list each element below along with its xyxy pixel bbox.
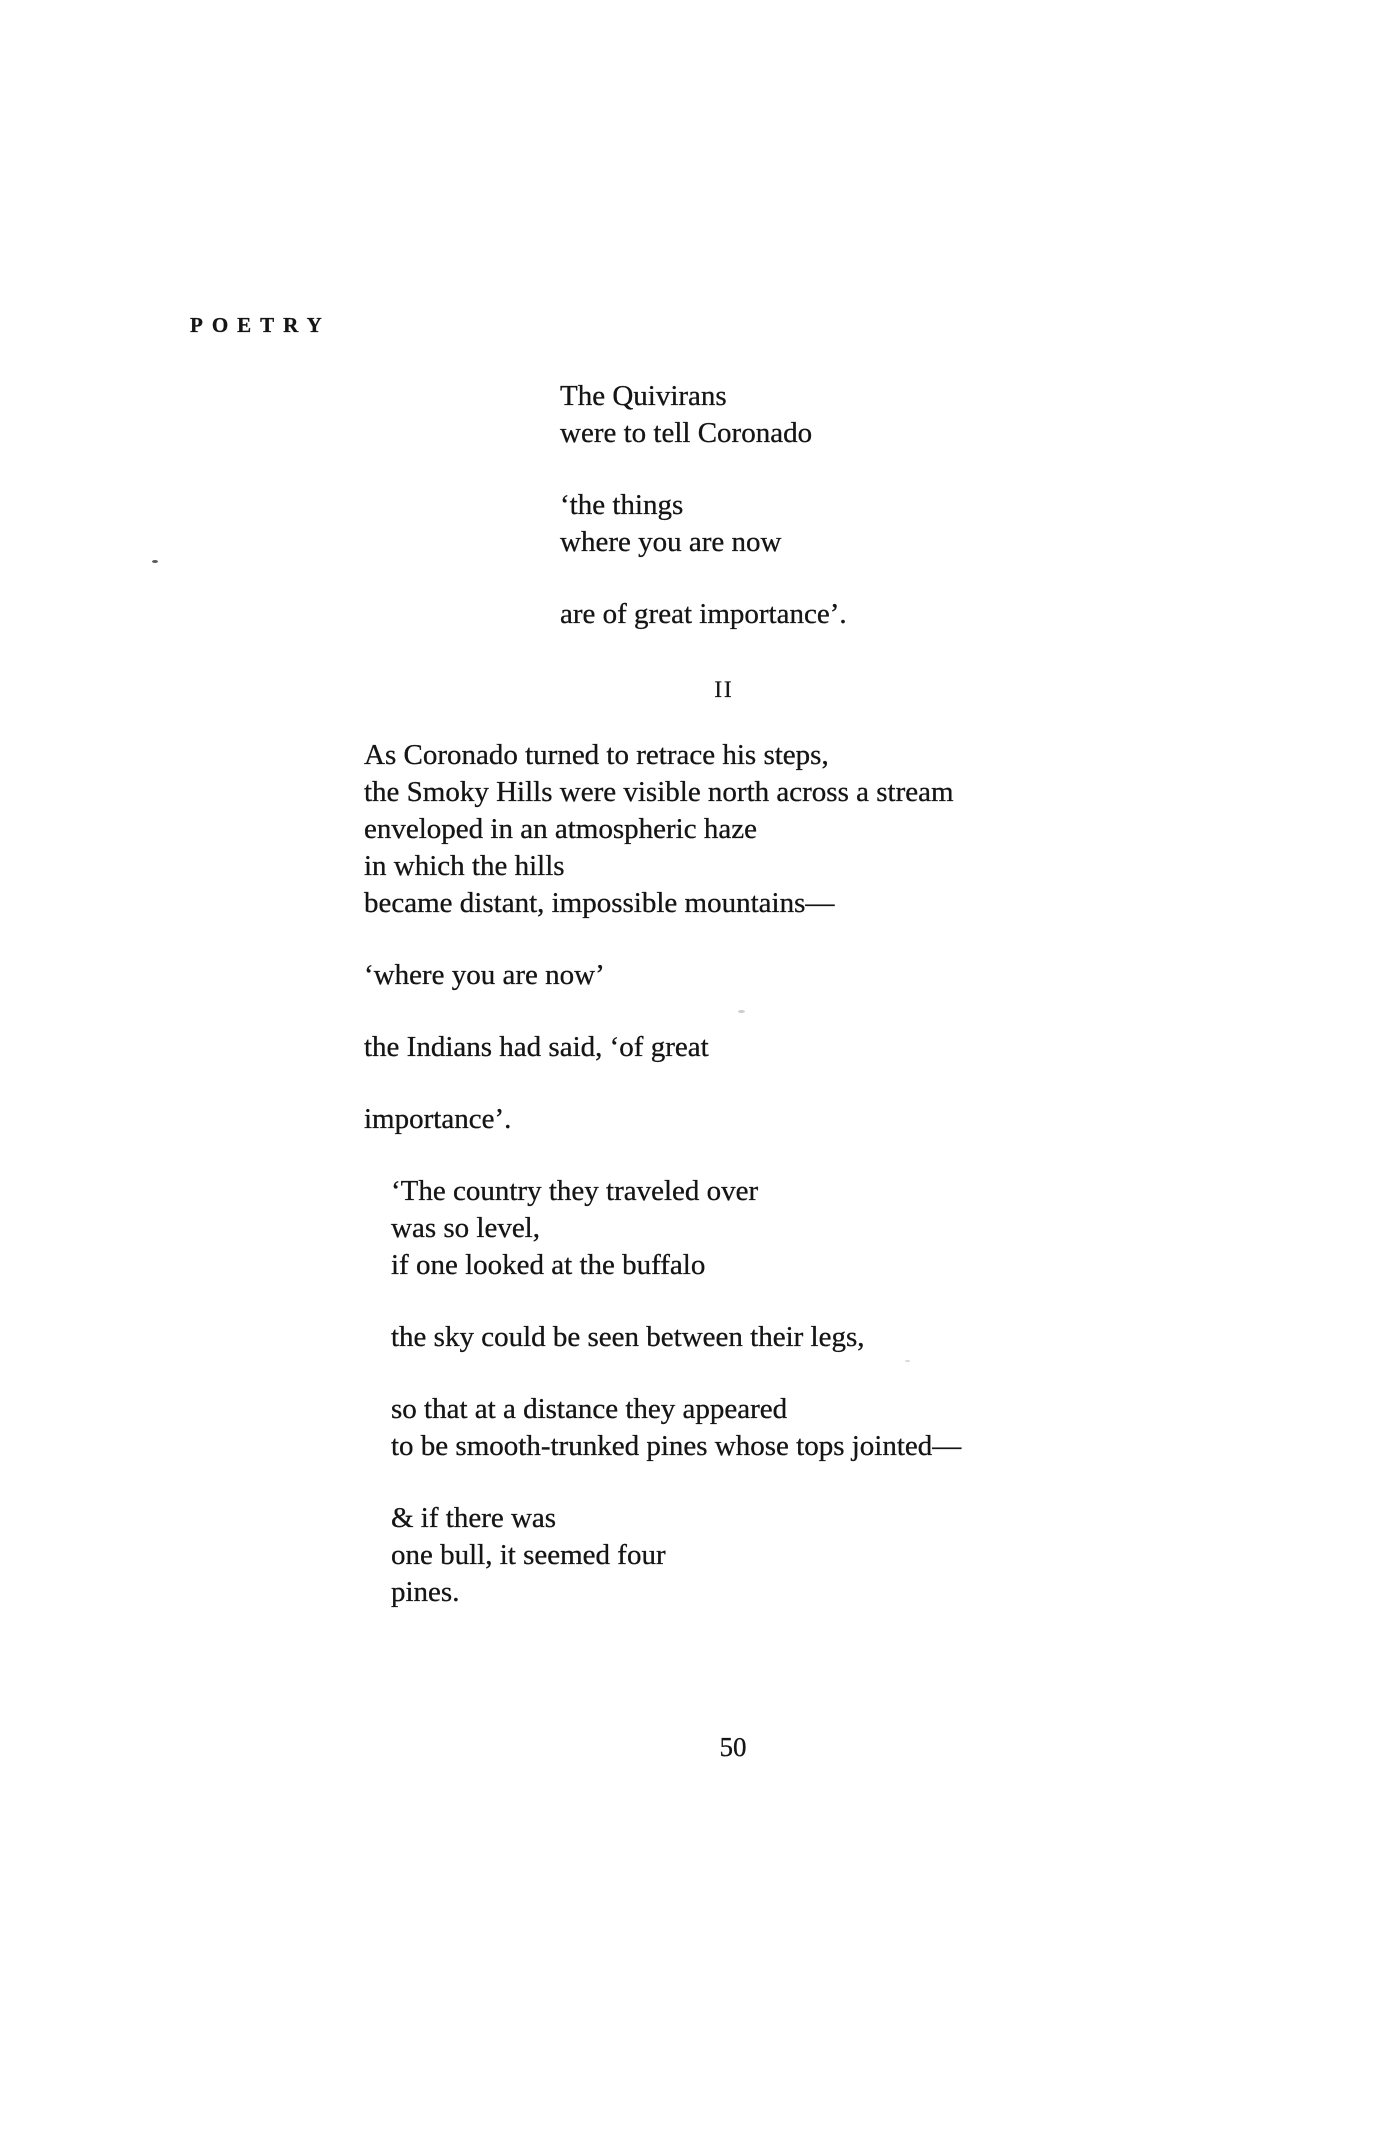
- poem-line: one bull, it seemed four: [391, 1539, 666, 1571]
- stanza: [364, 1101, 961, 1138]
- stanza-group-right: [560, 378, 847, 668]
- stanza: [560, 487, 847, 561]
- poem-line: ‘where you are now’: [364, 959, 605, 991]
- poem-line: the Smoky Hills were visible north across a stream: [364, 776, 954, 808]
- stanza: [364, 1029, 961, 1066]
- stanza: [364, 1319, 961, 1356]
- poem-line: importance’.: [364, 1103, 512, 1135]
- poem-line: ‘the things: [560, 489, 684, 521]
- ink-speck: [152, 560, 158, 563]
- stanza: [364, 1173, 961, 1284]
- poem-line: to be smooth-trunked pines whose tops jointed—: [391, 1430, 962, 1462]
- ink-speck: [738, 1010, 745, 1013]
- stanza-group-left: [364, 737, 961, 1646]
- poem-line: The Quivirans: [560, 380, 727, 412]
- stanza: [560, 378, 847, 452]
- poem-line: pines.: [391, 1576, 460, 1608]
- stanza: [364, 957, 961, 994]
- poem-line: were to tell Coronado: [560, 417, 813, 449]
- running-header-poetry: POETRY: [190, 313, 331, 337]
- stanza: [364, 737, 961, 922]
- poem-line: was so level,: [391, 1212, 540, 1244]
- poem-line: As Coronado turned to retrace his steps,: [364, 739, 829, 771]
- poem-line: so that at a distance they appeared: [391, 1393, 788, 1425]
- poem-line: & if there was: [391, 1502, 557, 1534]
- page-number: 50: [719, 1732, 747, 1762]
- poem-line: if one looked at the buffalo: [391, 1249, 706, 1281]
- poem-line: ‘The country they traveled over: [391, 1175, 759, 1207]
- poem-line: enveloped in an atmospheric haze: [364, 813, 757, 845]
- poem-line: where you are now: [560, 526, 782, 558]
- poem-line: the sky could be seen between their legs,: [391, 1321, 865, 1353]
- poem-line: are of great importance’.: [560, 598, 847, 630]
- stanza: [364, 1500, 961, 1611]
- section-marker-ii: II: [714, 677, 734, 702]
- ink-speck: [905, 1360, 910, 1362]
- poem-line: became distant, impossible mountains—: [364, 887, 835, 919]
- stanza: [364, 1391, 961, 1465]
- poem-line: in which the hills: [364, 850, 565, 882]
- poem-line: the Indians had said, ‘of great: [364, 1031, 709, 1063]
- stanza: [560, 596, 847, 633]
